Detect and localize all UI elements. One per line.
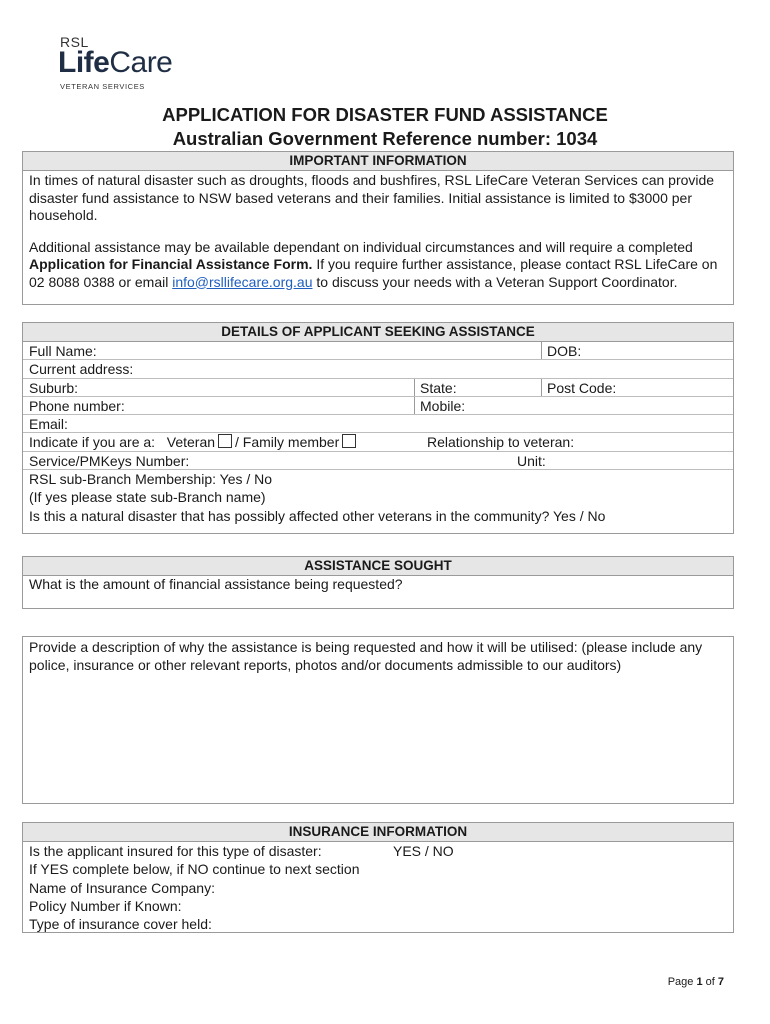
insurance-company-row[interactable]: Name of Insurance Company: [29, 879, 215, 896]
suburb-row[interactable] [23, 379, 733, 397]
email-row[interactable] [23, 415, 733, 433]
veteran-label: Veteran [166, 434, 216, 451]
insurance-information-section [22, 822, 734, 933]
logo-subtitle: VETERAN SERVICES [60, 82, 145, 91]
email-label: Email: [29, 416, 68, 433]
applicant-header: DETAILS OF APPLICANT SEEKING ASSISTANCE [23, 323, 733, 342]
description-section[interactable] [22, 636, 734, 804]
rsl-lifecare-logo [58, 34, 218, 94]
policy-number-row[interactable]: Policy Number if Known: [29, 897, 182, 914]
page-subtitle: Australian Government Reference number: 1034 [172, 128, 598, 149]
insurance-header: INSURANCE INFORMATION [23, 823, 733, 842]
state-field[interactable] [414, 379, 541, 396]
indicate-label: Indicate if you are a: [29, 434, 156, 451]
assistance-sought-section [22, 556, 734, 609]
cover-type-row[interactable]: Type of insurance cover held: [29, 916, 212, 933]
phone-row[interactable] [23, 397, 733, 415]
important-para2: Additional assistance may be available dependant on individual circumstances and will require a completed Application for Financial Assistance Form. If you require further assistance, please contact RSL LifeCare on 02 8088 0388 or email info@rsllifecare.org.au to discuss your needs with a Veteran Support Coordinator. [29, 238, 718, 290]
rsl-membership-row[interactable]: RSL sub-Branch Membership: Yes / No [29, 471, 273, 488]
address-label: Current address: [29, 361, 134, 378]
address-row[interactable] [23, 360, 733, 378]
assistance-amount-question: What is the amount of financial assistance being requested? [29, 576, 403, 592]
unit-label: Unit: [517, 452, 546, 469]
full-name-row[interactable] [23, 342, 733, 360]
applicant-details-section [22, 322, 734, 534]
suburb-label: Suburb: [29, 379, 79, 396]
insured-yes-no[interactable]: YES / NO [393, 843, 454, 859]
logo-rsl: RSL [60, 34, 89, 50]
mobile-label: Mobile: [420, 397, 466, 414]
page-title: APPLICATION FOR DISASTER FUND ASSISTANCE [162, 104, 608, 125]
insured-question: Is the applicant insured for this type of disaster: [29, 843, 322, 859]
service-number-label: Service/PMKeys Number: [29, 452, 190, 469]
veteran-checkbox[interactable] [218, 434, 232, 448]
postcode-field[interactable] [541, 379, 733, 396]
assistance-header: ASSISTANCE SOUGHT [23, 557, 733, 576]
indicate-row [23, 433, 733, 451]
assistance-amount-field[interactable] [23, 576, 733, 593]
page-number: Page 1 of 7 [667, 976, 724, 988]
rsl-subbranch-name-row[interactable]: (If yes please state sub-Branch name) [29, 489, 266, 506]
logo-brand: LifeCare [58, 46, 173, 79]
postcode-label: Post Code: [547, 379, 617, 396]
mobile-field[interactable] [414, 397, 733, 414]
insured-row[interactable] [23, 842, 733, 860]
email-link[interactable]: info@rsllifecare.org.au [172, 273, 313, 290]
important-information-section [22, 151, 734, 305]
dob-label: DOB: [547, 343, 582, 359]
important-para1: In times of natural disaster such as droughts, floods and bushfires, RSL LifeCare Veteran Services can provide disaster fund assistance to NSW based veterans and their families. Initial assistance is limited to $3000 per household. [29, 172, 715, 223]
state-label: State: [420, 379, 457, 396]
if-yes-row: If YES complete below, if NO continue to next section [29, 861, 360, 878]
important-header: IMPORTANT INFORMATION [23, 152, 733, 171]
family-member-checkbox[interactable] [342, 434, 356, 448]
dob-field[interactable] [541, 342, 733, 359]
full-name-label: Full Name: [29, 343, 97, 359]
natural-disaster-row[interactable]: Is this a natural disaster that has possibly affected other veterans in the community? Yes / No [29, 507, 606, 524]
description-prompt: Provide a description of why the assistance is being requested and how it will be utilised: (please include any police, insurance or other relevant reports, photos and/or documents admissible to our auditors) [29, 639, 703, 673]
family-member-label: / Family member [235, 434, 340, 451]
relationship-label: Relationship to veteran: [427, 434, 575, 451]
service-row[interactable] [23, 452, 733, 470]
phone-label: Phone number: [29, 397, 125, 414]
